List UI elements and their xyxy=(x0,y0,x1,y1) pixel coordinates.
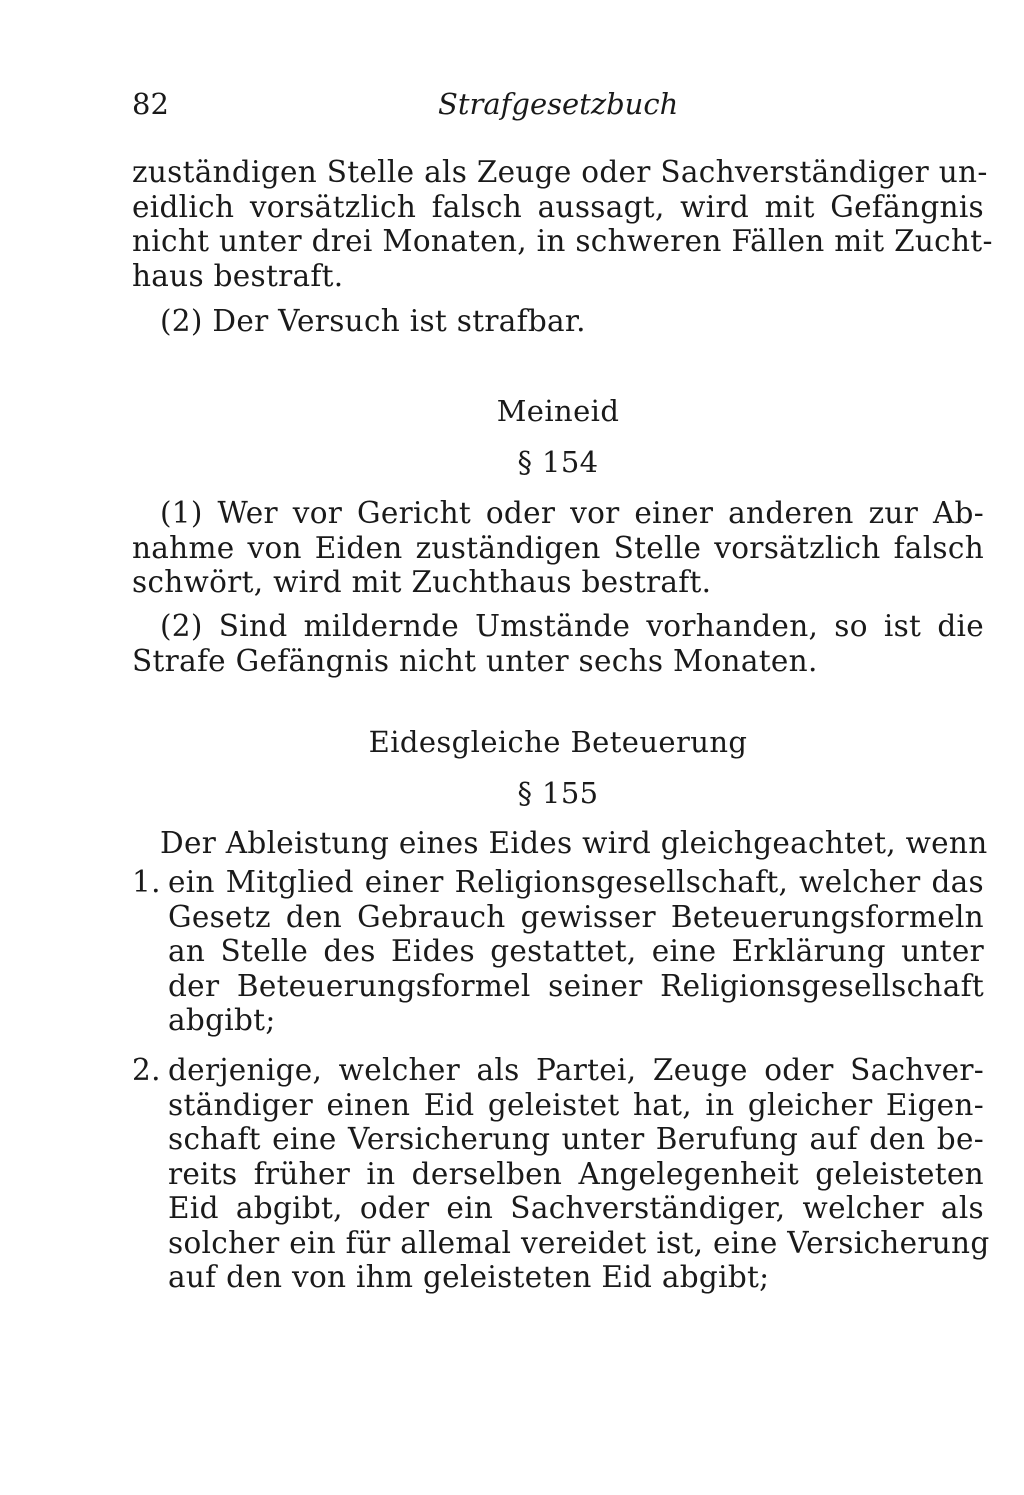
list-item-1 xyxy=(132,865,984,1038)
section-title-meineid: Meineid xyxy=(496,394,620,428)
text-line: Strafe Gefängnis nicht unter sechs Monaten. xyxy=(132,643,818,678)
text-line: abgibt; xyxy=(168,1003,276,1037)
text-line: Gesetz den Gebrauch gewisser Beteuerungsformeln xyxy=(168,899,984,934)
text-line: (2) Der Versuch ist strafbar. xyxy=(160,304,586,338)
section-number-155: § 155 xyxy=(517,776,599,810)
section-154-paragraph-2 xyxy=(132,609,984,678)
text-line: zuständigen Stelle als Zeuge oder Sachverständiger un- xyxy=(132,155,988,189)
text-line: ständiger einen Eid geleistet hat, in gleicher Eigen- xyxy=(168,1087,984,1122)
text-line: solcher ein für allemal vereidet ist, eine Versicherung xyxy=(168,1225,990,1260)
list-item-number: 2. xyxy=(132,1053,161,1087)
text-line: schaft eine Versicherung unter Berufung auf den be- xyxy=(168,1122,984,1156)
running-title: Strafgesetzbuch xyxy=(438,87,679,121)
section-155-intro xyxy=(132,826,988,861)
list-item-number: 1. xyxy=(132,865,161,899)
text-line: nahme von Eiden zuständigen Stelle vorsätzlich falsch xyxy=(132,530,984,565)
text-line: der Beteuerungsformel seiner Religionsgesellschaft xyxy=(168,968,984,1003)
text-line: auf den von ihm geleisteten Eid abgibt; xyxy=(168,1260,770,1294)
text-line: nicht unter drei Monaten, in schweren Fällen mit Zucht- xyxy=(132,224,993,258)
continuation-paragraph xyxy=(132,155,993,293)
list-item-2 xyxy=(132,1053,990,1295)
text-line: Der Ableistung eines Eides wird gleichgeachtet, wenn xyxy=(160,826,988,860)
text-line: schwört, wird mit Zuchthaus bestraft. xyxy=(132,565,712,599)
text-line: (1) Wer vor Gericht oder vor einer anderen zur Ab- xyxy=(160,496,984,530)
text-line: haus bestraft. xyxy=(132,258,344,293)
section-number-154: § 154 xyxy=(517,445,599,479)
text-line: reits früher in derselben Angelegenheit geleisteten xyxy=(168,1156,984,1191)
page-number: 82 xyxy=(132,87,169,121)
text-line: Eid abgibt, oder ein Sachverständiger, welcher als xyxy=(168,1191,984,1225)
text-line: (2) Sind mildernde Umstände vorhanden, so ist die xyxy=(160,609,984,643)
section-title-eidesgleiche-beteuerung: Eidesgleiche Beteuerung xyxy=(368,725,748,759)
paragraph-2-versuch xyxy=(132,304,984,339)
section-154-paragraph-1 xyxy=(132,496,984,600)
text-line: an Stelle des Eides gestattet, eine Erklärung unter xyxy=(168,934,984,968)
text-line: eidlich vorsätzlich falsch aussagt, wird mit Gefängnis xyxy=(132,189,984,224)
text-line: ein Mitglied einer Religionsgesellschaft, welcher das xyxy=(168,865,984,899)
text-line: derjenige, welcher als Partei, Zeuge oder Sachver- xyxy=(168,1053,984,1087)
